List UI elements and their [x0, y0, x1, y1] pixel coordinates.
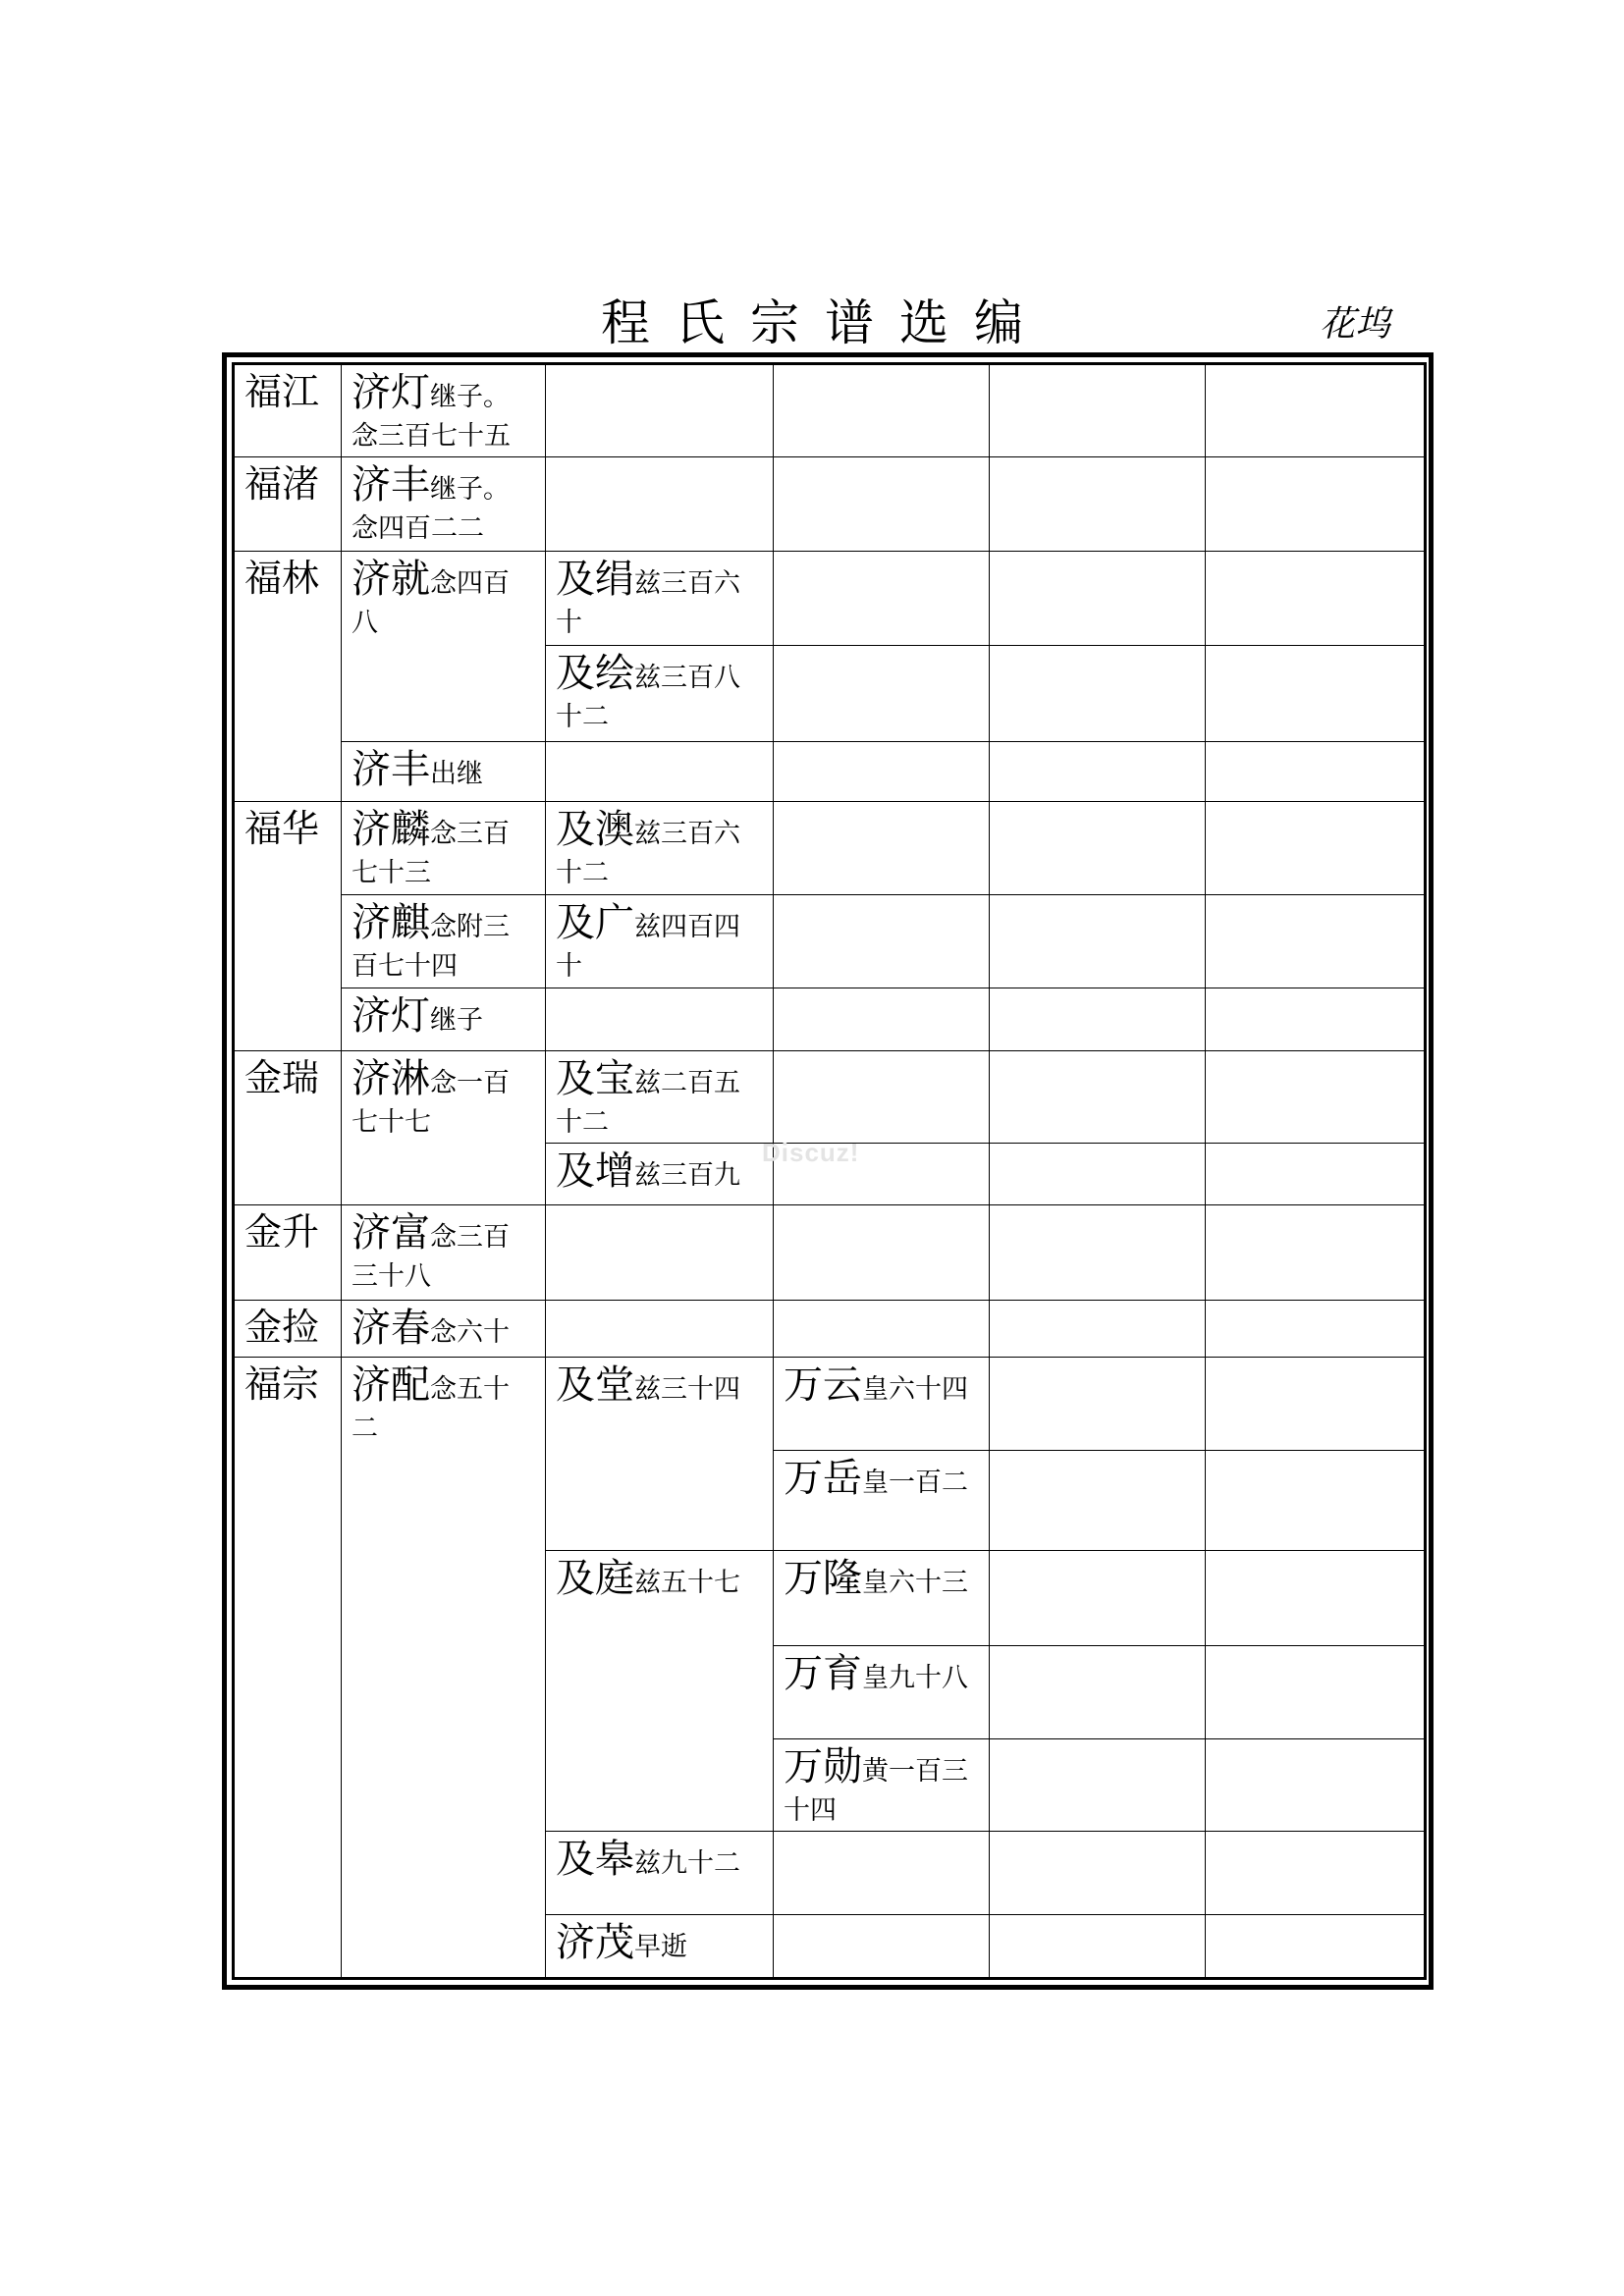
- empty-cell: [990, 1143, 1206, 1204]
- empty-cell: [1206, 1450, 1426, 1550]
- empty-cell: [990, 1301, 1206, 1357]
- table-row: [234, 742, 1426, 801]
- person-note: 皇九十八: [862, 1662, 968, 1693]
- ancestor-cell: [234, 551, 342, 801]
- ancestor-name: 福江: [244, 370, 320, 413]
- empty-cell: [546, 742, 774, 801]
- person-cell: [774, 1551, 990, 1645]
- person-note: 早逝: [634, 1931, 687, 1962]
- person-note: 念三百七十三: [352, 818, 510, 888]
- ancestor-cell: [234, 1205, 342, 1301]
- table-row: [234, 1205, 1426, 1301]
- table-row: [234, 551, 1426, 645]
- ancestor-name: 金捡: [244, 1306, 320, 1350]
- person-note: 皇六十四: [862, 1373, 968, 1405]
- person-cell: [546, 551, 774, 645]
- empty-cell: [774, 1050, 990, 1143]
- table-row: [234, 988, 1426, 1050]
- empty-cell: [990, 1832, 1206, 1914]
- empty-cell: [774, 1205, 990, 1301]
- empty-cell: [990, 457, 1206, 551]
- empty-cell: [990, 1914, 1206, 1978]
- person-note: 兹三百六十: [556, 567, 740, 638]
- person-name: 济麒: [352, 899, 430, 945]
- person-cell: [774, 1645, 990, 1738]
- table-row: [234, 1357, 1426, 1450]
- empty-cell: [990, 1645, 1206, 1738]
- person-cell: [342, 742, 546, 801]
- empty-cell: [1206, 457, 1426, 551]
- person-note: 皇六十三: [862, 1568, 968, 1599]
- person-note: 兹九十二: [634, 1848, 740, 1880]
- person-name: 及绘: [556, 651, 634, 697]
- empty-cell: [774, 742, 990, 801]
- person-note: 兹五十七: [634, 1568, 740, 1599]
- empty-cell: [990, 1551, 1206, 1645]
- ancestor-cell: [234, 1050, 342, 1205]
- person-cell: [342, 894, 546, 988]
- person-note: 念一百七十七: [352, 1067, 510, 1138]
- person-note: 念附三百七十四: [352, 911, 510, 982]
- person-name: 及广: [556, 899, 634, 945]
- person-note: 继子。念三百七十五: [352, 382, 511, 452]
- empty-cell: [1206, 1301, 1426, 1357]
- empty-cell: [990, 1357, 1206, 1450]
- empty-cell: [990, 551, 1206, 645]
- village-name: 花坞: [1320, 304, 1391, 345]
- person-note: 黄一百三十四: [784, 1756, 968, 1826]
- discuz-watermark: Discuz!: [762, 1138, 860, 1167]
- empty-cell: [546, 457, 774, 551]
- table-row: [234, 801, 1426, 894]
- table-row: [234, 894, 1426, 988]
- empty-cell: [546, 1205, 774, 1301]
- person-cell: [342, 457, 546, 551]
- empty-cell: [1206, 1914, 1426, 1978]
- person-note: 兹三十四: [634, 1373, 740, 1405]
- table-row: [234, 364, 1426, 457]
- genealogy-table-body: [234, 364, 1426, 1979]
- person-name: 济富: [352, 1210, 430, 1256]
- empty-cell: [1206, 988, 1426, 1050]
- empty-cell: [774, 364, 990, 457]
- empty-cell: [1206, 646, 1426, 742]
- table-row: [234, 457, 1426, 551]
- empty-cell: [990, 1205, 1206, 1301]
- empty-cell: [774, 646, 990, 742]
- empty-cell: [546, 988, 774, 1050]
- person-note: 兹三百六十二: [556, 818, 740, 888]
- person-cell: [546, 1832, 774, 1914]
- table-row: [234, 1050, 1426, 1143]
- person-note: 兹二百五十二: [556, 1067, 740, 1138]
- person-name: 济丰: [352, 747, 430, 793]
- person-cell: [342, 1301, 546, 1357]
- person-cell: [774, 1357, 990, 1450]
- ancestor-cell: [234, 1301, 342, 1357]
- person-name: 济春: [352, 1306, 430, 1352]
- ancestor-name: 福渚: [244, 462, 320, 507]
- empty-cell: [1206, 742, 1426, 801]
- person-cell: [546, 894, 774, 988]
- person-name: 济灯: [352, 993, 430, 1040]
- person-name: 及宝: [556, 1055, 634, 1101]
- person-cell: [546, 646, 774, 742]
- empty-cell: [774, 1832, 990, 1914]
- ancestor-name: 福宗: [244, 1362, 320, 1406]
- empty-cell: [1206, 1645, 1426, 1738]
- empty-cell: [990, 988, 1206, 1050]
- person-name: 济丰: [352, 462, 430, 508]
- empty-cell: [990, 1050, 1206, 1143]
- person-note: 继子: [430, 1005, 483, 1037]
- genealogy-table: [232, 362, 1427, 1980]
- empty-cell: [774, 988, 990, 1050]
- person-note: 念六十: [430, 1317, 510, 1349]
- empty-cell: [1206, 1143, 1426, 1204]
- table-row: [234, 1301, 1426, 1357]
- person-name: 及绢: [556, 556, 634, 602]
- empty-cell: [774, 801, 990, 894]
- person-name: 济茂: [556, 1919, 634, 1965]
- empty-cell: [1206, 894, 1426, 988]
- person-name: 及庭: [556, 1556, 634, 1602]
- empty-cell: [774, 1301, 990, 1357]
- person-note: 皇一百二: [862, 1467, 968, 1498]
- empty-cell: [1206, 1205, 1426, 1301]
- empty-cell: [990, 801, 1206, 894]
- person-cell: [546, 801, 774, 894]
- ancestor-name: 金瑞: [244, 1055, 320, 1099]
- empty-cell: [774, 457, 990, 551]
- ancestor-name: 福林: [244, 556, 320, 600]
- empty-cell: [546, 1301, 774, 1357]
- person-name: 及澳: [556, 806, 634, 852]
- person-cell: [342, 1205, 546, 1301]
- person-note: 兹三百九: [634, 1159, 740, 1191]
- person-note: 念三百三十八: [352, 1222, 510, 1293]
- empty-cell: [1206, 1832, 1426, 1914]
- person-name: 济就: [352, 556, 430, 602]
- empty-cell: [990, 1739, 1206, 1832]
- person-name: 万勋: [784, 1744, 862, 1789]
- empty-cell: [990, 364, 1206, 457]
- person-name: 济灯: [352, 370, 430, 415]
- person-note: 念四百八: [352, 567, 510, 638]
- empty-cell: [990, 1450, 1206, 1550]
- person-name: 济淋: [352, 1055, 430, 1101]
- person-name: 济配: [352, 1362, 430, 1408]
- empty-cell: [1206, 1357, 1426, 1450]
- person-cell: [774, 1739, 990, 1832]
- person-cell: [546, 1914, 774, 1978]
- person-cell: [546, 1050, 774, 1143]
- person-cell: [342, 801, 546, 894]
- ancestor-cell: [234, 364, 342, 457]
- page-title: 程氏宗谱选编: [601, 294, 1049, 351]
- person-name: 万云: [784, 1362, 862, 1408]
- empty-cell: [774, 551, 990, 645]
- empty-cell: [990, 894, 1206, 988]
- person-cell: [774, 1450, 990, 1550]
- person-name: 万岳: [784, 1455, 862, 1501]
- person-note: 出继: [430, 759, 483, 790]
- empty-cell: [990, 742, 1206, 801]
- person-note: 兹四百四十: [556, 911, 740, 982]
- person-name: 及皋: [556, 1837, 634, 1883]
- person-cell: [342, 988, 546, 1050]
- person-cell: [342, 1050, 546, 1205]
- empty-cell: [1206, 1739, 1426, 1832]
- empty-cell: [1206, 364, 1426, 457]
- person-cell: [342, 364, 546, 457]
- empty-cell: [990, 646, 1206, 742]
- empty-cell: [774, 894, 990, 988]
- person-name: 济麟: [352, 806, 430, 852]
- person-cell: [546, 1357, 774, 1551]
- person-cell: [546, 1143, 774, 1204]
- person-note: 兹三百八十二: [556, 663, 740, 733]
- ancestor-name: 金升: [244, 1210, 320, 1255]
- person-note: 继子。念四百二二: [352, 474, 510, 545]
- ancestor-name: 福华: [244, 806, 320, 850]
- empty-cell: [1206, 551, 1426, 645]
- ancestor-cell: [234, 801, 342, 1050]
- empty-cell: [1206, 1050, 1426, 1143]
- empty-cell: [774, 1914, 990, 1978]
- person-cell: [342, 1357, 546, 1978]
- person-cell: [546, 1551, 774, 1832]
- person-name: 及堂: [556, 1362, 634, 1408]
- ancestor-cell: [234, 457, 342, 551]
- person-cell: [342, 551, 546, 742]
- empty-cell: [1206, 1551, 1426, 1645]
- person-name: 万育: [784, 1650, 862, 1696]
- person-name: 及增: [556, 1148, 634, 1194]
- ancestor-cell: [234, 1357, 342, 1978]
- empty-cell: [1206, 801, 1426, 894]
- person-name: 万隆: [784, 1556, 862, 1602]
- empty-cell: [546, 364, 774, 457]
- person-note: 念五十二: [352, 1373, 510, 1444]
